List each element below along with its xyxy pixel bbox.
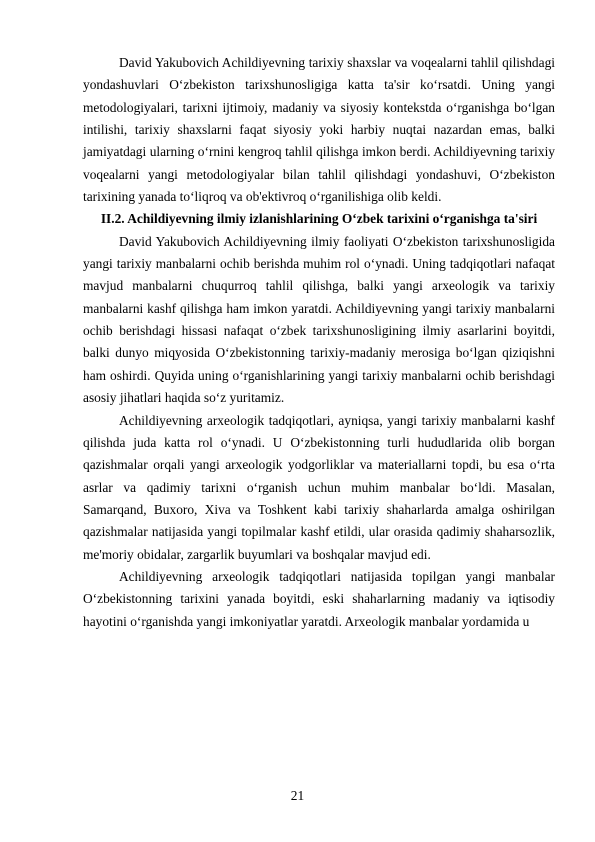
page-content (83, 52, 555, 633)
paragraph-sources: David Yakubovich Achildiyevning ilmiy faoliyati O‘zbekiston tarixshunosligida yangi tarixiy manbalarni ochib berishda muhim rol o‘ynadi. Uning tadqiqotlari nafaqat mavjud manbalarni chuqurroq tahlil qilishga, balki yangi arxeologik va tarixiy manbalarni kashf qilishga ham imkon yaratdi. Achildiyevning yangi tarixiy manbalarni ochib berishdagi hissasi nafaqat o‘zbek tarixshunosligining ilmiy asarlarini boyitdi, balki dunyo miqyosida O‘zbekistonning tarixiy-madaniy merosiga bo‘lgan qiziqishni ham oshirdi. Quyida uning o‘rganishlarining yangi tarixiy manbalarni ochib berishdagi asosiy jihatlari haqida so‘z yuritamiz. (83, 233, 555, 406)
paragraph-archaeology: Achildiyevning arxeologik tadqiqotlari, ayniqsa, yangi tarixiy manbalarni kashf qilishda juda katta rol o‘ynadi. U O‘zbekistonning turli hududlarida olib borgan qazishmalar orqali yangi arxeologik yodgorliklar va materiallarni topdi, bu esa o‘rta asrlar va qadimiy tarixni o‘rganish uchun muhim manbalar bo‘ldi. Masalan, Samarqand, Buxoro, Xiva va Toshkent kabi tarixiy shaharlarda amalga oshirilgan qazishmalar natijasida yangi topilmalar kashf etildi, ular orasida qadimiy shaharsozlik, me'moriy obidalar, zargarlik buyumlari va boshqalar mavjud edi. (83, 412, 555, 562)
section-heading: II.2. Achildiyevning ilmiy izlanishlarining O‘zbek tarixini o‘rganishga ta'siri (100, 211, 538, 227)
page-number: 21 (290, 788, 305, 803)
paragraph-intro: David Yakubovich Achildiyevning tarixiy shaxslar va voqealarni tahlil qilishdagi yondashuvlari O‘zbekiston tarixshunosligiga katta ta'sir ko‘rsatdi. Uning yangi metodologiyalari, tarixni ijtimoiy, madaniy va siyosiy kontekstda o‘rganishga bo‘lgan intilishi, tarixiy shaxslarni faqat siyosiy yoki harbiy nuqtai nazardan emas, balki jamiyatdagi ularning o‘rnini kengroq tahlil qilishga imkon berdi. Achildiyevning tarixiy voqealarni yangi metodologiyalar bilan tahlil qilishdagi yondashuvi, O‘zbekiston tarixining yanada to‘liqroq va ob'ektivroq o‘rganilishiga olib keldi. (83, 55, 555, 205)
paragraph-results: Achildiyevning arxeologik tadqiqotlari natijasida topilgan yangi manbalar O‘zbekistonning tarixini yanada boyitdi, eski shaharlarning madaniy va iqtisodiy hayotini o‘rganishda yangi imkoniyatlar yaratdi. Arxeologik manbalar yordamida u (83, 568, 555, 629)
